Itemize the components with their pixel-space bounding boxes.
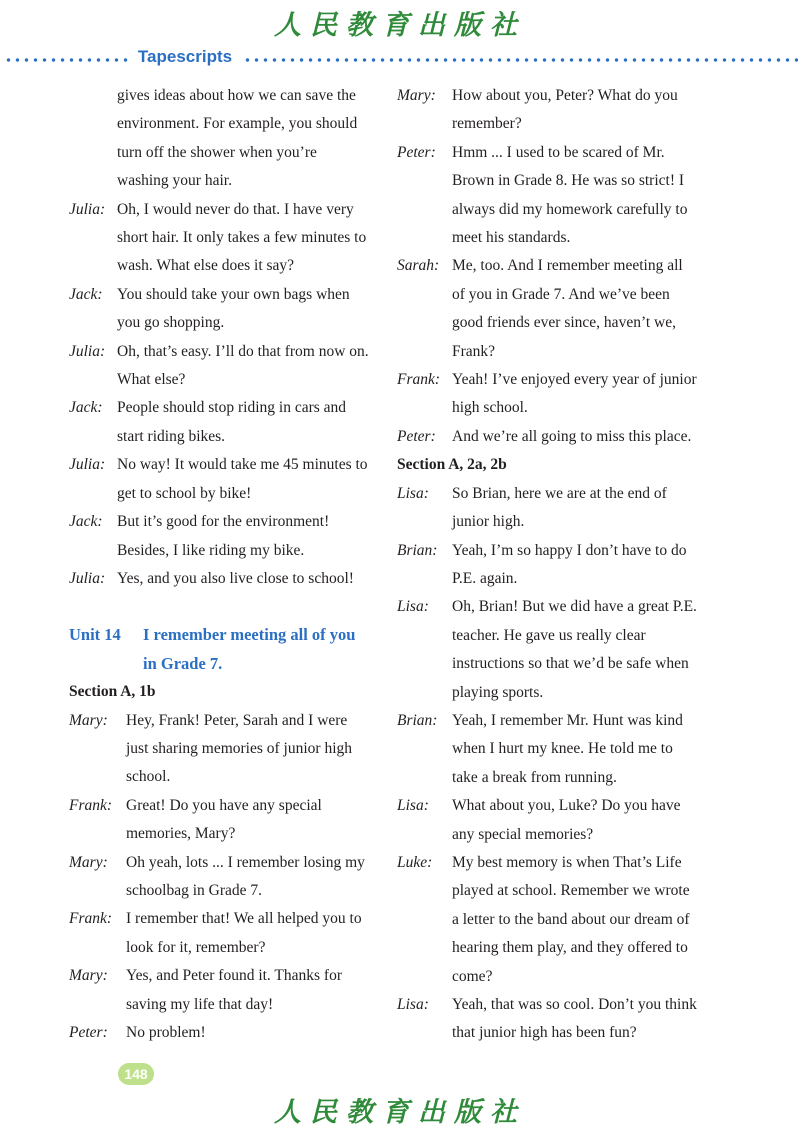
dialogue-line xyxy=(397,707,697,792)
line-text: Oh, I would never do that. I have very short hair. It only takes a few minutes to wash. What else does it say? xyxy=(117,200,367,275)
speaker-name: Mary: xyxy=(69,967,108,985)
dialogue-line xyxy=(397,423,697,451)
dialogue-line xyxy=(69,905,369,962)
running-header xyxy=(0,46,800,74)
page-number: 148 xyxy=(118,1063,154,1085)
header-dots-right xyxy=(243,58,798,62)
speaker-name: Peter: xyxy=(397,427,436,445)
line-text: I remember that! We all helped you to look for it, remember? xyxy=(126,910,362,956)
dialogue-block xyxy=(397,82,697,451)
line-text: Yeah! I’ve enjoyed every year of junior high school. xyxy=(452,371,697,417)
line-text: And we’re all going to miss this place. xyxy=(452,427,692,445)
publisher-logo-bottom: 人民教育出版社 xyxy=(274,1097,526,1128)
dialogue-line xyxy=(397,252,697,366)
line-text: How about you, Peter? What do you remember? xyxy=(452,87,678,133)
line-text: Great! Do you have any special memories, Mary? xyxy=(126,796,322,843)
line-text: What about you, Luke? Do you have any special memories? xyxy=(452,797,681,843)
dialogue-line xyxy=(69,281,369,338)
line-text: So Brian, here we are at the end of junior high. xyxy=(452,484,667,531)
unit-title: I remember meeting all of you in Grade 7. xyxy=(143,625,356,673)
section-label: Tapescripts xyxy=(137,47,233,66)
dialogue-line xyxy=(69,849,369,906)
speaker-name: Lisa: xyxy=(397,484,429,502)
dialogue-line xyxy=(69,451,369,508)
speaker-name: Brian: xyxy=(397,541,438,559)
dialogue-line xyxy=(397,139,697,253)
dialogue-block xyxy=(397,480,697,1048)
dialogue-line xyxy=(69,196,369,281)
line-text: Oh yeah, lots ... I remember losing my schoolbag in Grade 7. xyxy=(126,853,365,899)
dialogue-line xyxy=(69,394,369,451)
speaker-name: Brian: xyxy=(397,711,438,729)
left-column xyxy=(69,82,369,1047)
line-text: Hmm ... I used to be scared of Mr. Brown in Grade 8. He was so strict! I always did my homework carefully to meet his standards. xyxy=(452,143,688,247)
speaker-name: Peter: xyxy=(69,1024,108,1041)
speaker-name: Lisa: xyxy=(397,996,429,1013)
speaker-name: Julia: xyxy=(69,200,106,218)
line-text: But it’s good for the environment! Besides, I like riding my bike. xyxy=(117,513,330,559)
line-text: You should take your own bags when you go shopping. xyxy=(117,285,350,332)
speaker-name: Julia: xyxy=(69,569,106,587)
right-column xyxy=(397,82,697,1048)
speaker-name: Peter: xyxy=(397,143,436,161)
line-text: Yeah, I’m so happy I don’t have to do P.E. again. xyxy=(452,541,687,587)
dialogue-line xyxy=(69,792,369,849)
dialogue-line xyxy=(397,366,697,423)
speaker-name: Lisa: xyxy=(397,797,429,815)
line-text: Oh, that’s easy. I’ll do that from now on. What else? xyxy=(117,342,369,389)
speaker-name: Jack: xyxy=(69,513,103,531)
line-text: Yes, and Peter found it. Thanks for saving my life that day! xyxy=(126,967,342,1013)
dialogue-line xyxy=(397,792,697,849)
speaker-name: Frank: xyxy=(69,910,113,928)
dialogue-line xyxy=(69,508,369,565)
line-text: Yeah, that was so cool. Don’t you think that junior high has been fun? xyxy=(452,996,697,1042)
speaker-name: Lisa: xyxy=(397,598,429,616)
dialogue-line xyxy=(397,82,697,139)
line-text: No way! It would take me 45 minutes to get to school by bike! xyxy=(117,456,368,502)
dialogue-block xyxy=(69,196,369,594)
unit-heading xyxy=(69,621,369,678)
speaker-name: Mary: xyxy=(397,87,436,104)
unit-number: Unit 14 xyxy=(69,625,121,645)
dialogue-line xyxy=(69,1019,369,1047)
line-text: Yeah, I remember Mr. Hunt was kind when I hurt my knee. He told me to take a break from running. xyxy=(452,711,683,786)
speaker-name: Julia: xyxy=(69,342,106,360)
speaker-name: Luke: xyxy=(397,853,433,871)
line-text: Me, too. And I remember meeting all of you in Grade 7. And we’ve been good friends ever since, haven’t we, Frank? xyxy=(452,257,683,360)
section-heading: Section A, 2a, 2b xyxy=(397,456,507,474)
dialogue-line xyxy=(397,537,697,594)
speaker-name: Frank: xyxy=(397,371,441,389)
header-dots-left xyxy=(4,58,128,62)
speaker-name: Mary: xyxy=(69,711,108,729)
dialogue-line xyxy=(397,849,697,991)
speaker-name: Mary: xyxy=(69,853,108,871)
line-text: People should stop riding in cars and start riding bikes. xyxy=(117,399,347,445)
publisher-logo-top: 人民教育出版社 xyxy=(274,10,526,41)
dialogue-line xyxy=(69,565,369,593)
speaker-name: Jack: xyxy=(69,399,103,417)
line-text: gives ideas about how we can save the environment. For example, you should turn off the shower when you’re washing your hair. xyxy=(117,87,358,190)
dialogue-line xyxy=(397,991,697,1048)
section-heading: Section A, 1b xyxy=(69,683,156,701)
line-text: No problem! xyxy=(126,1024,206,1041)
line-text: Hey, Frank! Peter, Sarah and I were just sharing memories of junior high school. xyxy=(126,711,353,786)
line-text: Yes, and you also live close to school! xyxy=(117,569,354,587)
dialogue-line xyxy=(69,707,369,792)
dialogue-line xyxy=(69,962,369,1019)
speaker-name: Frank: xyxy=(69,796,113,814)
dialogue-block xyxy=(69,707,369,1048)
line-text: My best memory is when That’s Life played at school. Remember we wrote a letter to the band about our dream of hearing them play, and they offered to come? xyxy=(452,853,690,985)
dialogue-line xyxy=(397,480,697,537)
dialogue-line xyxy=(397,593,697,707)
dialogue-line xyxy=(69,338,369,395)
speaker-name: Sarah: xyxy=(397,257,440,275)
speaker-name: Jack: xyxy=(69,285,103,303)
speaker-name: Julia: xyxy=(69,456,106,474)
line-text: Oh, Brian! But we did have a great P.E. teacher. He gave us really clear instructions so that we’d be safe when playing sports. xyxy=(452,598,697,701)
dialogue-continuation xyxy=(69,82,369,196)
